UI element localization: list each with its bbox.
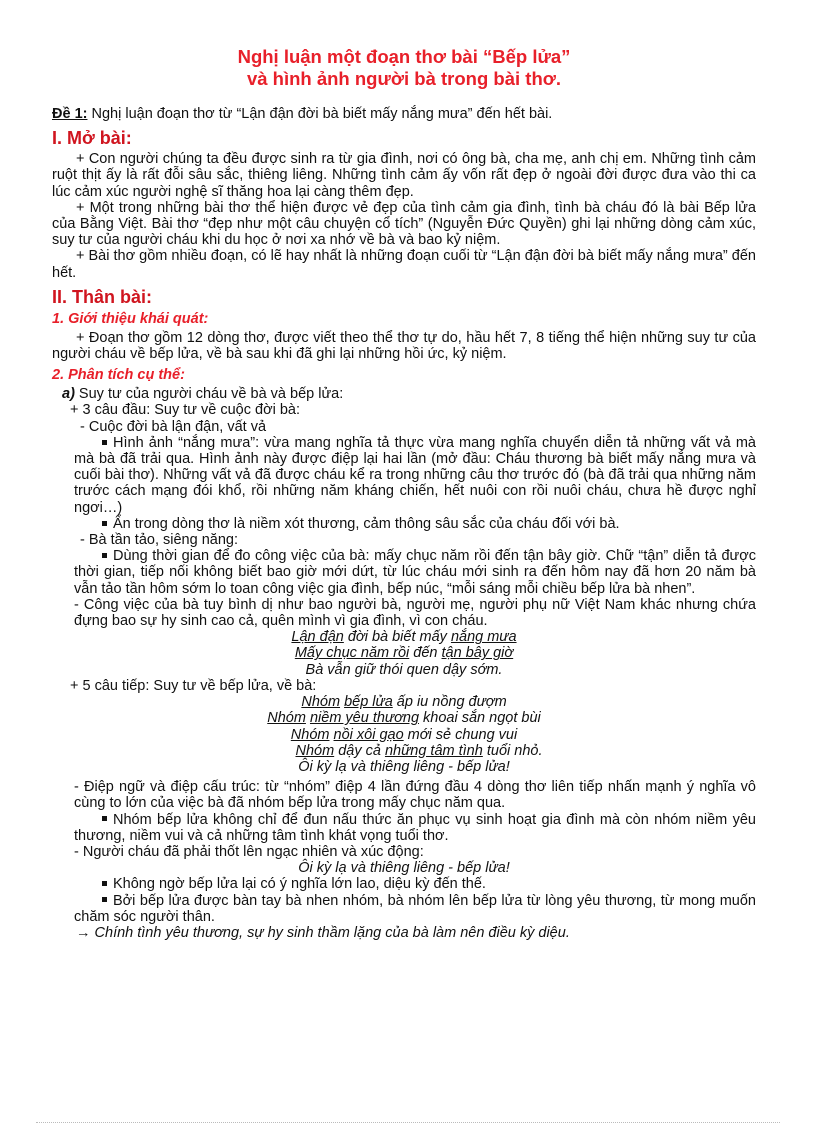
assignment-text: Nghị luận đoạn thơ từ “Lận đận đời bà biết mấy nắng mưa” đến hết bài. (87, 106, 553, 122)
list-line: - Công việc của bà tuy bình dị như bao người bà, người mẹ, người phụ nữ Việt Nam khác nhưng chứa đựng bao sự hy sinh cao cả, quên mình vì gia đình, vì con cháu. (74, 596, 756, 630)
poem-line: Lận đận đời bà biết mấy nắng mưa (291, 629, 517, 646)
square-bullet-icon (102, 440, 107, 445)
bullet-item (52, 548, 756, 597)
bullet-item (52, 876, 756, 892)
poem-line: Nhóm niềm yêu thương khoai sắn ngọt bùi (267, 710, 541, 727)
item-a-text: Suy tư của người cháu về bà và bếp lửa: (74, 386, 344, 403)
poem-excerpt-1 (52, 629, 756, 678)
bullet-text: Hình ảnh “nắng mưa”: vừa mang nghĩa tả thực vừa mang nghĩa chuyển diễn tả những vất vả mà mà bà đã trải qua. Hình ảnh này được điệp lại hai lần (mở đầu: Cháu thương bà biết mấy nắng mưa và cuối bài thơ). Những vất vả đã được cháu kể ra trong những câu thơ trước đó (bà đã trải qua những năm trước cách mạng đói khổ, rồi những năm kháng chiến, hết nuôi con rồi nuôi cháu, chưa hề được nghỉ ngơi…) (74, 434, 756, 516)
bullet-text: Bởi bếp lửa được bàn tay bà nhen nhóm, bà nhóm lên bếp lửa từ lòng yêu thương, từ mong muốn chăm sóc người thân. (74, 892, 756, 925)
document-page (52, 46, 756, 941)
list-line: - Điệp ngữ và điệp cấu trúc: từ “nhóm” điệp 4 lần đứng đầu 4 dòng thơ liên tiếp nhấn mạnh ý nghĩa vô cùng to lớn của việc bà đã nhóm bếp lửa trong mấy chục năm qua. (74, 779, 756, 812)
poem-line: Bà vẫn giữ thói quen dậy sớm. (305, 661, 503, 678)
paragraph: + Đoạn thơ gồm 12 dòng thơ, được viết theo thể thơ tự do, hầu hết 7, 8 tiếng thể hiện những suy tư của người cháu về bếp lửa, về bà sau khi đã ghi lại những hồi ức, kỷ niệm. (52, 329, 756, 363)
list-line: + 5 câu tiếp: Suy tư về bếp lửa, về bà: (70, 677, 317, 694)
bullet-text: Không ngờ bếp lửa lại có ý nghĩa lớn lao, diệu kỳ đến thế. (113, 876, 486, 893)
document-title (52, 46, 756, 90)
poem-line: Nhóm bếp lửa ấp iu nồng đượm (301, 694, 507, 711)
bullet-text: Nhóm bếp lửa không chỉ để đun nấu thức ăn phục vụ sinh hoạt gia đình mà còn nhóm niềm yêu thương, niềm vui và cả những tâm tình khát vọng tuổi thơ. (74, 811, 756, 844)
poem-excerpt-2 (52, 694, 756, 775)
item-a (52, 386, 756, 402)
bullet-item (52, 812, 756, 844)
subsection-heading-2: 2. Phân tích cụ thể: (52, 367, 185, 384)
poem-line: Nhóm nồi xôi gạo mới sẻ chung vui (290, 726, 518, 743)
list-line: + 3 câu đầu: Suy tư về cuộc đời bà: (70, 402, 301, 419)
bullet-item (52, 893, 756, 925)
item-a-label: a) (62, 386, 75, 403)
bullet-text: Dùng thời gian để đo công việc của bà: mấy chục năm rồi đến tận bây giờ. Chữ “tận” diễn tả được thời gian, tiếp nối không biết bao giờ mới dứt, từ lúc cháu mới sinh ra đến hôm nay đã hơn 20 năm bà vẫn tảo tần hôm sớm lo toan công việc gia đình, bếp núc, “mỗi sáng mỗi chiều bếp lửa bà nhen”. (74, 548, 756, 597)
title-line-2: và hình ảnh người bà trong bài thơ. (246, 68, 562, 89)
bullet-item (52, 435, 756, 516)
subsection-heading-1: 1. Giới thiệu khái quát: (52, 310, 209, 327)
conclusion-line: → Chính tình yêu thương, sự hy sinh thầm lặng của bà làm nên điều kỳ diệu. (76, 924, 570, 941)
title-line-1: Nghị luận một đoạn thơ bài “Bếp lửa” (237, 46, 571, 67)
poem-line: Nhóm dậy cả những tâm tình tuổi nhỏ. (295, 742, 543, 759)
list-line: - Người cháu đã phải thốt lên ngạc nhiên và xúc động: (74, 843, 424, 860)
paragraph: + Con người chúng ta đều được sinh ra từ gia đình, nơi có ông bà, cha mẹ, anh chị em. Những tình cảm ruột thịt ấy là rất đỗi sâu sắc, thiêng liêng. Những tình cảm ấy vốn rất đẹp ở ngoài đời được đưa vào thi ca lúc cảm xúc người nghệ sĩ thăng hoa lại càng thêm đẹp. (52, 151, 756, 200)
bullet-item (52, 516, 756, 532)
bullet-text: Ẩn trong dòng thơ là niềm xót thương, cảm thông sâu sắc của cháu đối với bà. (113, 515, 620, 532)
square-bullet-icon (102, 881, 107, 886)
square-bullet-icon (102, 897, 107, 902)
section-heading-mo-bai: I. Mở bài: (52, 128, 132, 149)
list-line: - Bà tần tảo, siêng năng: (80, 532, 238, 549)
poem-excerpt-3: Ôi kỳ lạ và thiêng liêng - bếp lửa! (298, 860, 510, 877)
square-bullet-icon (102, 521, 107, 526)
list-line: - Cuộc đời bà lận đận, vất vả (80, 418, 267, 435)
assignment-label: Đề 1: (52, 106, 88, 122)
square-bullet-icon (102, 553, 107, 558)
paragraph: + Bài thơ gồm nhiều đoạn, có lẽ hay nhất là những đoạn cuối từ “Lận đận đời bà biết mấy nắng mưa” đến hết. (52, 248, 756, 281)
section-heading-than-bai: II. Thân bài: (52, 286, 153, 307)
paragraph: + Một trong những bài thơ thể hiện được vẻ đẹp của tình cảm gia đình, tình bà cháu đó là bài Bếp lửa của Bằng Việt. Bài thơ “đẹp như một câu chuyện cổ tích” (Nguyễn Đức Quyền) ghi lại những dòng cảm xúc, suy tư của người cháu khi du học ở nơi xa nhớ về bà và bao kỷ niệm. (52, 199, 756, 249)
square-bullet-icon (102, 816, 107, 821)
poem-line: Mấy chục năm rồi đến tận bây giờ (294, 645, 514, 662)
assignment-prompt (52, 106, 756, 122)
poem-line: Ôi kỳ lạ và thiêng liêng - bếp lửa! (298, 758, 510, 775)
